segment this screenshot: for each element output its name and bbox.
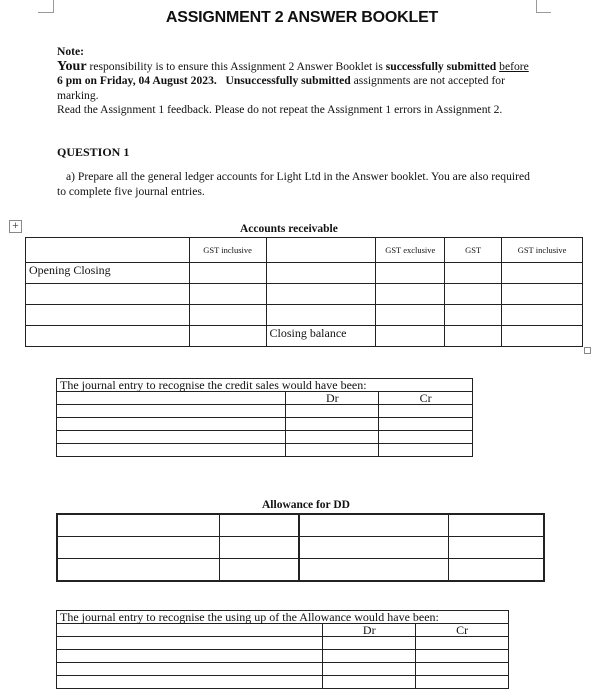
table-cell[interactable] xyxy=(323,676,416,689)
note-feedback: Read the Assignment 1 feedback. Please do not repeat the Assignment 1 errors in Assignment 2. xyxy=(57,103,503,116)
allowance-dd-table xyxy=(56,513,545,582)
table-cell[interactable] xyxy=(266,263,376,284)
table-cell[interactable] xyxy=(57,392,286,405)
table-move-handle-icon[interactable]: + xyxy=(9,220,22,233)
table-cell[interactable] xyxy=(57,405,286,418)
note-text-1: responsibility is to ensure this Assignment 2 Answer Booklet is xyxy=(86,59,386,73)
page-title: ASSIGNMENT 2 ANSWER BOOKLET xyxy=(165,9,439,26)
accounts-receivable-title: Accounts receivable xyxy=(240,223,338,235)
journal-cr-header: Cr xyxy=(416,624,509,637)
table-cell[interactable] xyxy=(376,305,445,326)
table-cell[interactable] xyxy=(379,431,473,444)
table-header-gst-inclusive: GST inclusive xyxy=(189,238,266,263)
table-cell[interactable] xyxy=(502,305,583,326)
table-cell[interactable] xyxy=(445,284,502,305)
table-cell[interactable] xyxy=(323,637,416,650)
note-bold-1: successfully submitted xyxy=(385,59,497,73)
table-cell[interactable] xyxy=(219,514,299,537)
table-cell[interactable] xyxy=(286,418,379,431)
table-cell[interactable] xyxy=(286,431,379,444)
table-cell[interactable] xyxy=(376,263,445,284)
table-cell[interactable] xyxy=(286,405,379,418)
table-header-gst: GST xyxy=(445,238,502,263)
table-cell[interactable] xyxy=(57,418,286,431)
table-cell[interactable] xyxy=(416,663,509,676)
table-header-gst-inclusive-2: GST inclusive xyxy=(502,238,583,263)
table-cell[interactable] xyxy=(26,284,190,305)
journal-dr-header: Dr xyxy=(323,624,416,637)
table-cell[interactable] xyxy=(57,650,323,663)
table-cell[interactable] xyxy=(502,326,583,347)
journal-allowance-caption: The journal entry to recognise the using up of the Allowance would have been: xyxy=(57,611,509,624)
table-cell[interactable] xyxy=(219,559,299,582)
table-cell[interactable] xyxy=(57,431,286,444)
table-cell[interactable] xyxy=(57,537,219,559)
note-bold-2: Unsuccessfully submitted xyxy=(225,74,351,87)
note-deadline: 6 pm on Friday, 04 August 2023. xyxy=(57,74,217,87)
table-cell[interactable] xyxy=(416,676,509,689)
closing-balance-label: Closing balance xyxy=(266,326,376,347)
journal-credit-sales-table xyxy=(56,378,473,457)
table-cell[interactable] xyxy=(189,305,266,326)
table-cell[interactable] xyxy=(219,537,299,559)
table-cell[interactable] xyxy=(502,284,583,305)
table-cell[interactable] xyxy=(57,676,323,689)
table-cell[interactable] xyxy=(502,263,583,284)
table-cell[interactable] xyxy=(323,663,416,676)
table-cell[interactable] xyxy=(376,326,445,347)
table-header-gst-exclusive: GST exclusive xyxy=(376,238,445,263)
table-cell[interactable] xyxy=(57,444,286,457)
table-cell[interactable] xyxy=(379,405,473,418)
journal-dr-header: Dr xyxy=(286,392,379,405)
opening-closing-label: Opening Closing xyxy=(26,263,190,284)
table-cell[interactable] xyxy=(445,263,502,284)
table-cell[interactable] xyxy=(416,650,509,663)
table-cell[interactable] xyxy=(189,326,266,347)
table-cell[interactable] xyxy=(57,663,323,676)
note-paragraph xyxy=(57,60,537,104)
table-cell[interactable] xyxy=(189,263,266,284)
question-heading: QUESTION 1 xyxy=(57,145,130,159)
table-cell[interactable] xyxy=(299,514,448,537)
table-cell[interactable] xyxy=(445,326,502,347)
table-cell[interactable] xyxy=(26,305,190,326)
accounts-receivable-table xyxy=(25,237,583,347)
allowance-dd-title: Allowance for DD xyxy=(262,499,350,511)
table-cell[interactable] xyxy=(266,284,376,305)
table-cell[interactable] xyxy=(376,284,445,305)
table-resize-handle[interactable] xyxy=(584,347,591,354)
table-cell[interactable] xyxy=(448,514,544,537)
note-lead-word: Your xyxy=(57,58,87,74)
note-heading: Note: xyxy=(57,45,85,58)
table-cell[interactable] xyxy=(57,624,323,637)
table-cell[interactable] xyxy=(26,326,190,347)
table-cell[interactable] xyxy=(57,559,219,582)
journal-credit-sales-caption: The journal entry to recognise the credit sales would have been: xyxy=(57,379,473,392)
table-cell[interactable] xyxy=(416,637,509,650)
journal-allowance-table xyxy=(56,610,509,689)
table-cell[interactable] xyxy=(57,637,323,650)
table-cell[interactable] xyxy=(379,418,473,431)
table-cell[interactable] xyxy=(379,444,473,457)
table-cell[interactable] xyxy=(26,238,190,263)
note-underlined: before xyxy=(499,59,529,73)
table-cell[interactable] xyxy=(286,444,379,457)
table-cell[interactable] xyxy=(189,284,266,305)
table-cell[interactable] xyxy=(448,559,544,582)
question-text: a) Prepare all the general ledger accounts for Light Ltd in the Answer booklet. You are also required to complete five journal entries. xyxy=(57,170,530,198)
table-cell[interactable] xyxy=(448,537,544,559)
note-block xyxy=(57,45,537,118)
journal-cr-header: Cr xyxy=(379,392,473,405)
note-text-2: assignments are not accepted for marking. xyxy=(57,74,505,102)
table-cell[interactable] xyxy=(299,559,448,582)
table-cell[interactable] xyxy=(299,537,448,559)
table-cell[interactable] xyxy=(266,238,376,263)
table-cell[interactable] xyxy=(266,305,376,326)
table-cell[interactable] xyxy=(445,305,502,326)
table-cell[interactable] xyxy=(323,650,416,663)
table-cell[interactable] xyxy=(57,514,219,537)
